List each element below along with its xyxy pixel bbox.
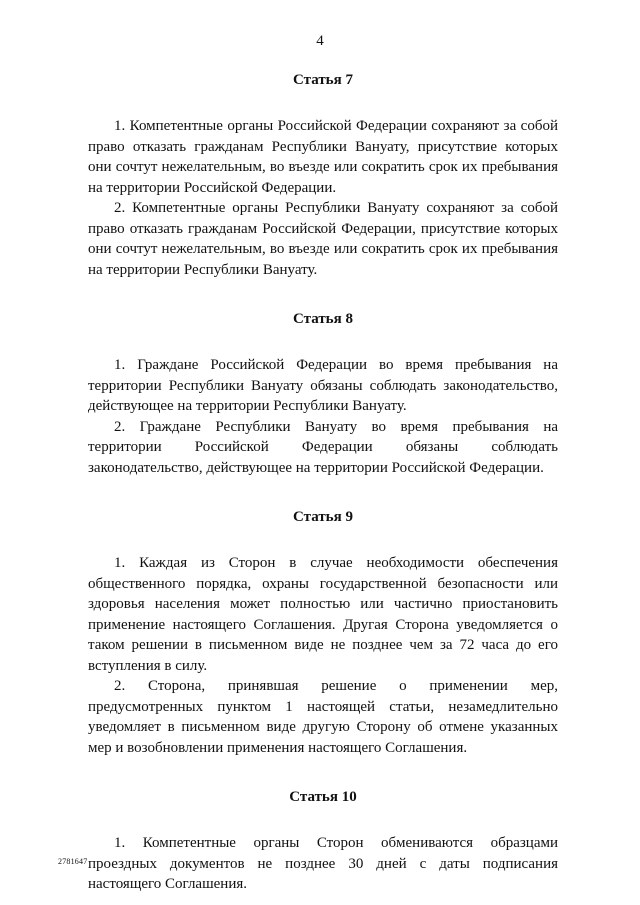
paragraph: 1. Компетентные органы Российской Федерации сохраняют за собой право отказать гражданам Республики Вануату, присутствие которых они сочтут нежелательным, во въезде или сократить срок их пребывания на территории Российской Федерации.	[88, 118, 558, 196]
article-9	[88, 507, 558, 758]
article-text	[88, 833, 558, 895]
article-heading: Статья 9	[293, 509, 353, 525]
paragraph: 2. Компетентные органы Республики Вануату сохраняют за собой право отказать гражданам Российской Федерации, присутствие которых они сочтут нежелательным, во въезде или сократить срок их пребывания на территории Республики Вануату.	[88, 200, 558, 278]
article-7	[88, 70, 558, 280]
paragraph: 1. Компетентные органы Сторон обмениваются образцами проездных документов не позднее 30 дней с даты подписания настоящего Соглашения.	[88, 835, 558, 892]
paragraph: 1. Каждая из Сторон в случае необходимости обеспечения общественного порядка, охраны государственной безопасности или здоровья населения может полностью или частично приостановить применение настоящего Соглашения. Другая Сторона уведомляется о таком решении в письменном виде не позднее чем за 72 часа до его вступления в силу.	[88, 555, 558, 674]
paragraph: 1. Граждане Российской Федерации во время пребывания на территории Республики Вануату обязаны соблюдать законодательство, действующее на территории Республики Вануату.	[88, 357, 558, 414]
article-text	[88, 553, 558, 758]
document-body	[88, 55, 558, 895]
article-heading: Статья 7	[293, 72, 353, 88]
article-10	[88, 787, 558, 895]
paragraph: 2. Сторона, принявшая решение о применении мер, предусмотренных пунктом 1 настоящей статьи, незамедлительно уведомляет в письменном виде другую Сторону об отмене указанных мер и возобновлении применения настоящего Соглашения.	[88, 678, 558, 756]
document-code: 2781647	[58, 857, 88, 866]
article-heading: Статья 10	[289, 789, 357, 805]
article-8	[88, 309, 558, 478]
article-text	[88, 116, 558, 280]
article-heading: Статья 8	[293, 311, 353, 327]
page-number: 4	[316, 33, 324, 49]
article-text	[88, 355, 558, 478]
paragraph: 2. Граждане Республики Вануату во время пребывания на территории Российской Федерации обязаны соблюдать законодательство, действующее на территории Российской Федерации.	[88, 418, 558, 476]
